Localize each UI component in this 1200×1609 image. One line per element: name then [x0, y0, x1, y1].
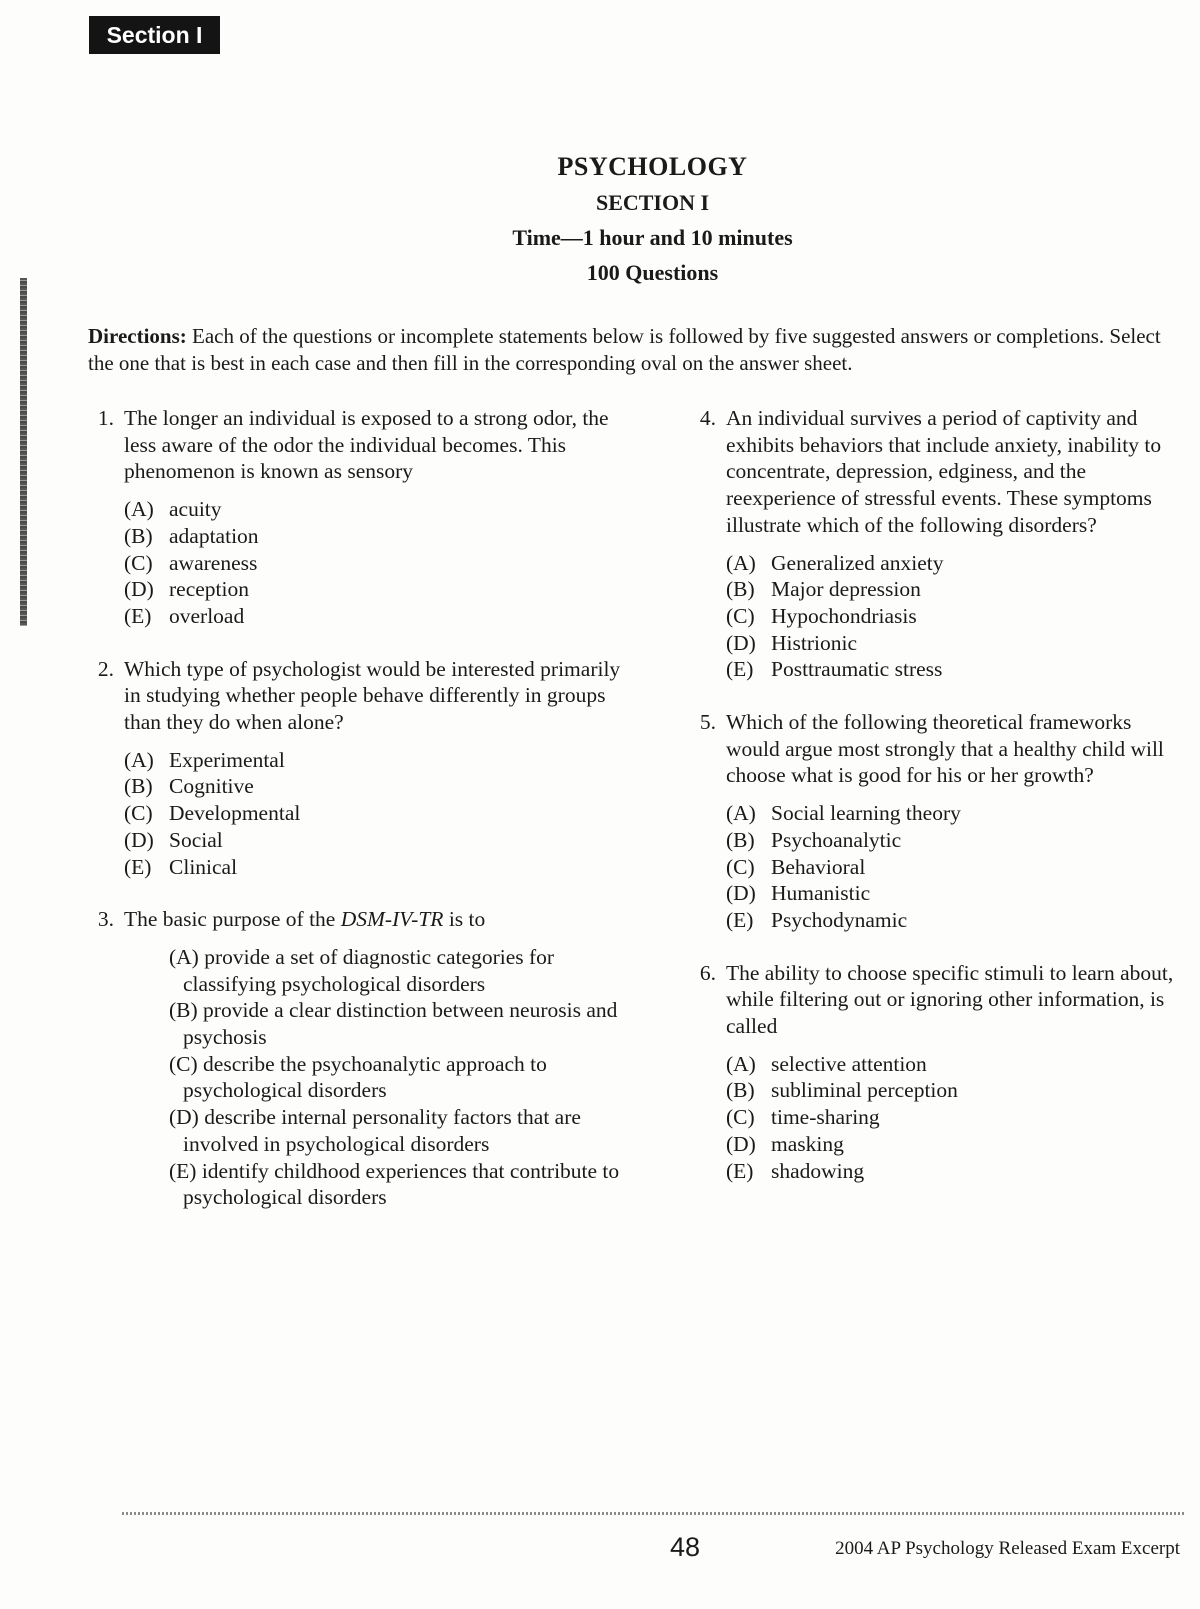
option-letter: (D) [124, 827, 154, 852]
option-a [124, 496, 628, 523]
question-4 [690, 405, 1190, 683]
option-text: Clinical [169, 854, 238, 879]
subject-title: PSYCHOLOGY [557, 152, 748, 181]
question-number: 6. [699, 960, 716, 985]
option-b [124, 523, 628, 550]
option-text: Social [169, 827, 223, 852]
question-stem: An individual survives a period of captivity and exhibits behaviors that include anxiety, inability to concentrate, depression, edginess, and the reexperience of stressful events. These symptoms illustrate which of the following disorders? [726, 406, 1162, 537]
question-stem [124, 906, 628, 933]
option-letter: (A) [726, 801, 756, 826]
option-letter: (E) [726, 657, 754, 682]
option-b [726, 576, 1190, 603]
option-text: Social learning theory [771, 801, 961, 826]
option-text: describe the psychoanalytic approach to psychological disorders [183, 1051, 547, 1103]
option-text: selective attention [771, 1051, 927, 1076]
section-tab: Section I [89, 16, 220, 54]
option-b [726, 1077, 1190, 1104]
option-text: time-sharing [771, 1105, 880, 1130]
option-text: adaptation [169, 523, 259, 548]
option-text: describe internal personality factors that are involved in psychological disorders [183, 1105, 581, 1156]
question-count: 100 Questions [586, 260, 719, 285]
option-text: Psychodynamic [771, 907, 908, 932]
question-stem: Which of the following theoretical frameworks would argue most strongly that a healthy child will choose what is good for his or her growth? [726, 710, 1164, 788]
option-c [726, 854, 1190, 881]
stem-italic-title: DSM-IV-TR [340, 907, 444, 932]
option-letter: (D) [726, 630, 756, 655]
question-number: 5. [699, 710, 716, 735]
footer-source: 2004 AP Psychology Released Exam Excerpt [835, 1538, 1180, 1559]
question-3 [88, 906, 628, 1211]
option-letter: (B) [124, 523, 153, 548]
option-text: reception [169, 577, 249, 602]
answer-options [726, 1051, 1190, 1185]
option-letter: (D) [169, 1105, 199, 1130]
option-letter: (B) [169, 998, 198, 1023]
option-letter: (E) [169, 1158, 197, 1183]
question-number: 2. [97, 656, 114, 681]
option-letter: (C) [726, 1105, 755, 1130]
question-gap [690, 934, 1190, 960]
directions-label: Directions: [88, 324, 187, 348]
option-text: provide a clear distinction between neurosis and psychosis [183, 998, 618, 1050]
option-text: overload [169, 603, 245, 628]
answer-options [726, 550, 1190, 684]
option-text: Developmental [169, 801, 301, 826]
option-e [726, 656, 1190, 683]
option-letter: (C) [124, 550, 153, 575]
option-letter: (A) [726, 1051, 756, 1076]
option-letter: (C) [726, 854, 755, 879]
option-text: Histrionic [771, 630, 857, 655]
option-text: Major depression [771, 577, 921, 602]
answer-options [124, 944, 628, 1211]
option-letter: (C) [124, 801, 153, 826]
option-text: Generalized anxiety [771, 550, 944, 575]
option-e [124, 1158, 628, 1211]
question-6 [690, 960, 1190, 1185]
stem-after: is to [448, 907, 486, 932]
option-e [726, 1158, 1190, 1185]
footer-rule [122, 1512, 1186, 1515]
option-d [124, 1104, 628, 1157]
option-letter: (D) [726, 881, 756, 906]
directions [88, 323, 1178, 377]
option-text: identify childhood experiences that contribute to psychological disorders [183, 1158, 620, 1210]
left-column [88, 405, 628, 1211]
option-d [726, 630, 1190, 657]
answer-options [726, 800, 1190, 934]
scan-binding-edge [20, 278, 27, 626]
option-c [124, 550, 628, 577]
option-e [124, 854, 628, 881]
question-stem: Which type of psychologist would be interested primarily in studying whether people behave differently in groups than they do when alone? [124, 656, 621, 735]
option-a [726, 1051, 1190, 1078]
option-a [124, 944, 628, 997]
option-text: provide a set of diagnostic categories for classifying psychological disorders [183, 944, 555, 996]
option-letter: (B) [726, 1078, 755, 1103]
question-gap [690, 683, 1190, 709]
option-d [124, 576, 628, 603]
option-letter: (D) [726, 1131, 756, 1156]
option-text: shadowing [771, 1158, 865, 1183]
option-d [726, 1131, 1190, 1158]
option-letter: (B) [726, 577, 755, 602]
option-b [124, 997, 628, 1050]
option-c [124, 1051, 628, 1104]
option-letter: (C) [726, 603, 755, 628]
stem-before: The basic purpose of the [124, 907, 336, 932]
option-c [726, 1104, 1190, 1131]
option-letter: (A) [726, 550, 756, 575]
option-letter: (D) [124, 577, 154, 602]
directions-text: Each of the questions or incomplete statements below is followed by five suggested answers or completions. Select the one that is best in each case and then fill in the corresponding oval on the answer sheet. [88, 324, 1161, 375]
option-a [726, 550, 1190, 577]
option-letter: (A) [124, 497, 154, 522]
option-text: Experimental [169, 747, 285, 772]
option-text: Posttraumatic stress [771, 657, 943, 682]
option-text: Humanistic [771, 881, 871, 906]
question-number: 1. [97, 406, 114, 430]
option-c [726, 603, 1190, 630]
option-letter: (E) [726, 1158, 754, 1183]
question-number: 3. [97, 907, 114, 932]
time-limit: Time—1 hour and 10 minutes [512, 225, 793, 250]
right-column [690, 405, 1190, 1184]
page-number: 48 [669, 1532, 701, 1562]
question-number: 4. [699, 406, 716, 430]
option-text: subliminal perception [771, 1078, 958, 1103]
option-letter: (A) [169, 944, 199, 969]
option-a [124, 747, 628, 774]
option-b [124, 773, 628, 800]
question-5 [690, 709, 1190, 934]
option-text: acuity [169, 497, 222, 522]
option-letter: (E) [124, 603, 152, 628]
question-gap [88, 630, 628, 656]
option-text: Psychoanalytic [771, 827, 902, 852]
option-d [124, 827, 628, 854]
answer-options [124, 496, 628, 630]
question-stem: The ability to choose specific stimuli to learn about, while filtering out or ignoring other information, is called [726, 960, 1174, 1039]
option-e [124, 603, 628, 630]
option-a [726, 800, 1190, 827]
option-b [726, 827, 1190, 854]
option-letter: (B) [124, 774, 153, 799]
option-e [726, 907, 1190, 934]
question-1 [88, 405, 628, 630]
question-stem: The longer an individual is exposed to a strong odor, the less aware of the odor the individual becomes. This phenomenon is known as sensory [124, 406, 609, 484]
question-gap [88, 880, 628, 906]
option-d [726, 880, 1190, 907]
question-2 [88, 656, 628, 881]
option-text: Behavioral [771, 854, 866, 879]
option-letter: (A) [124, 747, 154, 772]
option-text: Hypochondriasis [771, 603, 917, 628]
option-text: awareness [169, 550, 258, 575]
answer-options [124, 747, 628, 881]
section-heading: SECTION I [595, 190, 710, 215]
option-text: Cognitive [169, 774, 254, 799]
option-letter: (B) [726, 827, 755, 852]
option-letter: (E) [124, 854, 152, 879]
option-c [124, 800, 628, 827]
option-letter: (C) [169, 1051, 198, 1076]
option-text: masking [771, 1131, 844, 1156]
option-letter: (E) [726, 907, 754, 932]
